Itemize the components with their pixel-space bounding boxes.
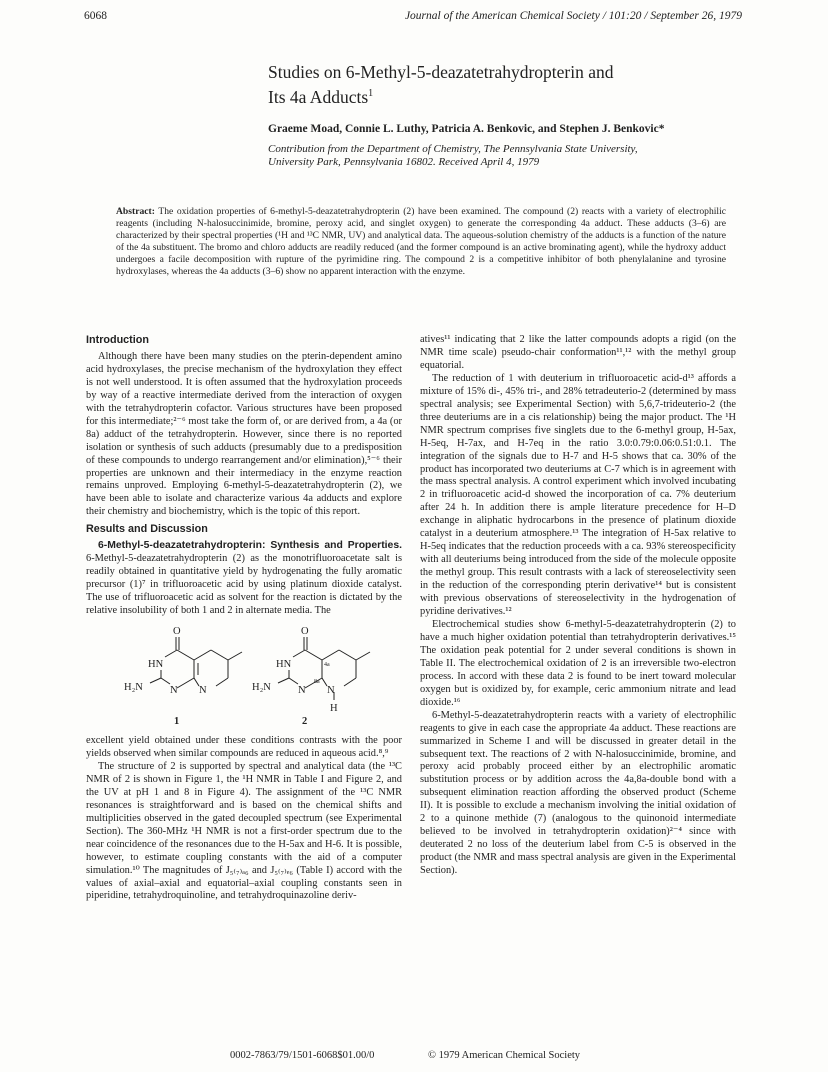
heading-results: Results and Discussion bbox=[86, 523, 208, 536]
electrochemistry-paragraph: Electrochemical studies show 6-methyl-5-deazatetrahydropterin (2) to have a much higher oxidation potential than tetrahydropterin derivatives.¹⁵ The oxidation peak potential for 2 under several conditions is shown in Table II. The electrochemical oxidation of 2 is an irreversible two-electron process. In accord with these data 2 is found to be inert toward molecular oxygen but is oxidized by, for example, ceric ammonium nitrate and lead dioxide.¹⁶ bbox=[420, 618, 736, 708]
compound-1-hn: HN bbox=[148, 659, 164, 671]
after-structures-paragraph: excellent yield obtained under these conditions contrasts with the poor yields observed when similar compounds are reduced in aqueous acid.⁸,⁹ bbox=[86, 735, 402, 759]
compound-1-n8: N bbox=[199, 685, 207, 697]
compound-2-pos-8a: 8a bbox=[314, 679, 320, 686]
right-column bbox=[420, 334, 736, 878]
article-title bbox=[268, 62, 728, 108]
compound-2-h: H bbox=[330, 703, 338, 715]
abstract bbox=[116, 206, 726, 277]
authors: Graeme Moad, Connie L. Luthy, Patricia A. Benkovic, and Stephen J. Benkovic* bbox=[268, 123, 665, 135]
reactivity-paragraph: 6-Methyl-5-deazatetrahydropterin reacts with a variety of electrophilic reagents to give in each case the appropriate 4a adduct. These reactions are summarized in Scheme I and will be discussed in greater detail in the subsequent text. The reactions of 2 with N-halosuccinimide, bromine, and peroxy acid probably proceed either by an electrophilic aromatic substitution process or by addition across the 4a,8a-double bond with a subsequent elimination reaction affording the observed product (Scheme II). It is possible to exclude a mechanism involving the initial oxidation of 2 to a quinone methide (7) (analogous to the quinonoid intermediate believed to be involved in tetrahydropterin oxidation)²⁻⁴ since with deuterated 2 no loss of the deuterium label from C-5 is observed in the product (the NMR and mass spectral analysis are given in the Experimental Section). bbox=[420, 709, 736, 877]
compound-2-n8: N bbox=[327, 685, 335, 697]
synthesis-paragraph: 6-Methyl-5-deazatetrahydropterin: Synthesis and Properties. 6-Methyl-5-deazatetrahydropterin (2) as the monotrifluoroacetate salt is readily obtained in quantitative yield by hydrogenating the fully aromatic precursor (1)⁷ in trifluoroacetic acid by using platinum dioxide catalyst. The use of trifluoroacetic acid as solvent for the reaction is dictated by the relative insolubility of both 1 and 2 in alternate media. The bbox=[86, 540, 402, 617]
abstract-label: Abstract: bbox=[116, 206, 155, 217]
compound-1-label: 1 bbox=[174, 716, 180, 728]
compound-2-n1: N bbox=[298, 685, 306, 697]
title-line-1: Studies on 6-Methyl-5-deazatetrahydropterin and bbox=[268, 62, 614, 82]
compound-1-h2n: H₂N bbox=[124, 682, 143, 694]
compound-2-label: 2 bbox=[302, 716, 308, 728]
page-number: 6068 bbox=[84, 10, 107, 22]
compound-1-n1: N bbox=[170, 685, 178, 697]
compound-1-oxygen: O bbox=[173, 626, 181, 638]
heading-introduction: Introduction bbox=[86, 334, 149, 346]
structure-paragraph: The structure of 2 is supported by spectral and analytical data (the ¹³C NMR of 2 is shown in Figure 1, the ¹H NMR in Table I and Figure 2, and the UV at pH 1 and 8 in Figure 4). The assignment of the ¹³C NMR resonances is straightforward and is based on the chemical shifts and multiplicities observed in the gated decoupled spectrum (see Experimental Section). The 360-MHz ¹H NMR is not a first-order spectrum due to the near coincidence of the resonances due to the H-5ax and H-6. It is possible, however, to estimate coupling constants with the aid of a computer simulation.¹⁰ The magnitudes of J₅₍₇₎ₐ₆ and J₅₍₇₎ₑ₆ (Table I) accord with the values of axial–axial and equatorial–axial coupling constants seen in piperidine, tetrahydroquinoline, and tetrahydroquinazoline deriv- bbox=[86, 760, 402, 902]
footer-code: 0002-7863/79/1501-6068$01.00/0 bbox=[230, 1050, 375, 1061]
compound-2-pos-4a: 4a bbox=[324, 662, 330, 669]
footer-copyright: © 1979 American Chemical Society bbox=[428, 1050, 581, 1061]
affiliation-line-1: Contribution from the Department of Chemistry, The Pennsylvania State University, bbox=[268, 143, 638, 155]
intro-paragraph: Although there have been many studies on the pterin-dependent amino acid hydroxylases, the precise mechanism of the hydroxylation they effect is not well understood. It is often assumed that the hydroxylation proceeds by way of a reactive intermediate derived from the interaction of oxygen with the tetrahydropterin cofactor. Various structures have been proposed for this intermediate;²⁻⁶ most take the form of, or are derived from, a 4a (or 8a) adduct of the tetrahydropterin. However, since there is no reported isolation or synthesis of such adducts (presumably due to a predisposition of these compounds to undergo rearrangement and/or elimination),⁵⁻⁶ their properties are unknown and their intermediacy in the enzyme reaction remains unproved. Employing 6-methyl-5-deazatetrahydropterin (2), we have been able to isolate and characterize various 4a adducts and explore their chemistry and biochemistry, which is the topic of this report. bbox=[86, 350, 402, 518]
affiliation bbox=[268, 143, 728, 169]
chemical-structures bbox=[86, 620, 402, 733]
running-head: Journal of the American Chemical Society / 101:20 / September 26, 1979 bbox=[404, 10, 742, 22]
left-column bbox=[86, 334, 402, 903]
compound-2-oxygen: O bbox=[301, 626, 309, 638]
affiliation-line-2: University Park, Pennsylvania 16802. Received April 4, 1979 bbox=[268, 156, 540, 169]
continuation-paragraph: atives¹¹ indicating that 2 like the latter compounds adopts a rigid (on the NMR time scale) pseudo-chair conformation¹¹,¹² with the methyl group equatorial. bbox=[420, 334, 736, 371]
compound-2-h2n: H₂N bbox=[252, 682, 271, 694]
title-line-2: Its 4a Adducts$^1$ bbox=[268, 86, 374, 107]
deuterium-paragraph: The reduction of 1 with deuterium in trifluoroacetic acid-d¹³ affords a mixture of 15% di-, 45% tri-, and 28% tetradeuterio-2 (determined by mass spectral analysis; see Experimental Section) with 5,6,7-trideuterio-2 (the three deuteriums are in a cis relationship) being the major product. The ¹H NMR spectrum comprises five singlets due to the 6-methyl group, H-5ax, H-5eq, H-7ax, and H-7eq in the ratio 3.0:0.79:0.06:0.51:0.1. The integration of the signals due to H-7 and H-5 shows that ca. 30% of the product has incorporated two deuteriums at C-7 which is in agreement with the mass spectral analysis. A control experiment which involved incubating 2 in trifluoroacetic acid-d showed the incorporation of ca. 7% deuterium after 24 h. In addition there is ample literature precedence for H–D exchange in aliphatic hydrocarbons in the presence of platinum dioxide catalyst in a deuterium atmosphere.¹³ The integration of H-5ax relative to H-5eq indicates that the reduction proceeds with a ca. 93% stereospecificity with all deuteriums being introduced from the side of the molecule opposite the methyl group. This result contrasts with a lack of stereoselectivity seen in the reduction of the corresponding pterin derivative¹⁴ but is consistent with previous observations of stereoselectivity in the hydrogenation of pyridine derivatives.¹² bbox=[420, 372, 736, 618]
compound-2-hn: HN bbox=[276, 659, 292, 671]
runin-heading: 6-Methyl-5-deazatetrahydropterin: Synthesis and Properties. bbox=[98, 540, 402, 552]
abstract-text: The oxidation properties of 6-methyl-5-deazatetrahydropterin (2) have been examined. The compound (2) reacts with a variety of electrophilic reagents (including N-halosuccinimide, bromine, peroxy acid, and singlet oxygen) to generate the corresponding 4a adduct. These adducts (3–6) are characterized by their spectral properties (¹H and ¹³C NMR, UV) and analytical data. The aqueous-solution chemistry of the adducts is a function of the nature of the 4a substituent. The bromo and chloro adducts are readily reduced (and the former compound is an active brominating agent), while the hydroxy adduct undergoes a facile decomposition with rupture of the pyrimidine ring. The compound 2 is a competitive inhibitor of both phenylalanine and tyrosine hydroxylases, whereas the 4a adducts (3–6) show no apparent interaction with the enzyme. bbox=[116, 206, 726, 277]
